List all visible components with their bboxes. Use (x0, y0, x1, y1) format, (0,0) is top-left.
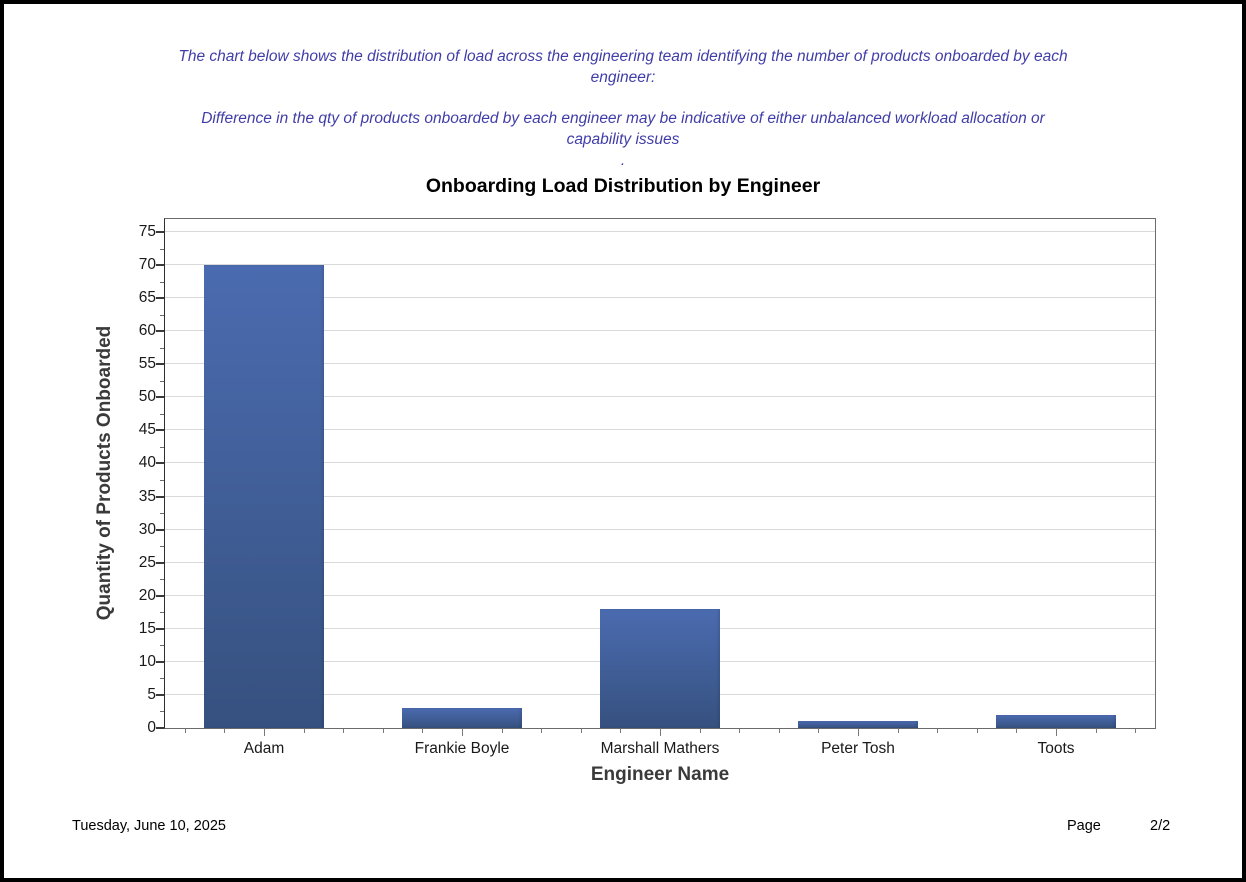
y-minor-tick-mark (160, 579, 164, 580)
x-minor-tick-mark (937, 729, 938, 733)
bar (798, 721, 918, 728)
y-tick-label: 65 (138, 289, 156, 307)
y-minor-tick-mark (160, 612, 164, 613)
x-tick-mark (1056, 729, 1057, 736)
y-minor-tick-mark (160, 381, 164, 382)
y-tick-mark (156, 330, 164, 332)
y-tick-mark (156, 462, 164, 464)
x-minor-tick-mark (185, 729, 186, 733)
bar (600, 609, 720, 728)
y-tick-mark (156, 429, 164, 431)
y-minor-tick-mark (160, 249, 164, 250)
bar (996, 715, 1116, 728)
x-tick-mark (660, 729, 661, 736)
y-tick-mark (156, 363, 164, 365)
y-tick-mark (156, 694, 164, 696)
x-minor-tick-mark (304, 729, 305, 733)
y-minor-tick-mark (160, 348, 164, 349)
y-tick-label: 70 (138, 256, 156, 274)
footer-page-value: 2/2 (1150, 818, 1171, 834)
x-minor-tick-mark (818, 729, 819, 733)
x-minor-tick-mark (1096, 729, 1097, 733)
x-minor-tick-mark (502, 729, 503, 733)
x-tick-mark (858, 729, 859, 736)
y-tick-label: 15 (138, 619, 156, 637)
y-tick-mark (156, 496, 164, 498)
x-axis-title: Engineer Name (590, 764, 730, 785)
y-tick-label: 50 (138, 388, 156, 406)
footer-date: Tuesday, June 10, 2025 (72, 818, 226, 834)
y-tick-mark (156, 661, 164, 663)
y-tick-label: 35 (138, 487, 156, 505)
intro-paragraph-2: Difference in the qty of products onboarded by each engineer may be indicative of either unbalanced workload allocation or capability issues (201, 110, 1045, 148)
intro-trailing-period: . (620, 152, 626, 169)
y-tick-mark (156, 264, 164, 266)
y-tick-mark (156, 297, 164, 299)
y-tick-mark (156, 396, 164, 398)
y-tick-label: 5 (147, 685, 156, 703)
x-minor-tick-mark (700, 729, 701, 733)
y-minor-tick-mark (160, 282, 164, 283)
y-axis-title: Quantity of Products Onboarded (94, 325, 115, 621)
chart-title: Onboarding Load Distribution by Engineer (425, 175, 821, 197)
y-minor-tick-mark (160, 447, 164, 448)
x-minor-tick-mark (977, 729, 978, 733)
y-tick-label: 0 (147, 719, 156, 736)
x-minor-tick-mark (620, 729, 621, 733)
y-tick-label: 55 (138, 355, 156, 373)
y-minor-tick-mark (160, 546, 164, 547)
x-category-label: Marshall Mathers (600, 740, 720, 757)
x-minor-tick-mark (383, 729, 384, 733)
y-tick-label: 10 (138, 652, 156, 670)
x-minor-tick-mark (1135, 729, 1136, 733)
y-minor-tick-mark (160, 678, 164, 679)
y-tick-mark (156, 727, 164, 729)
y-tick-label: 30 (138, 520, 156, 538)
y-tick-label: 40 (138, 454, 156, 472)
y-minor-tick-mark (160, 414, 164, 415)
x-minor-tick-mark (343, 729, 344, 733)
x-category-label: Adam (243, 740, 285, 757)
x-minor-tick-mark (422, 729, 423, 733)
y-minor-tick-mark (160, 480, 164, 481)
y-minor-tick-mark (160, 513, 164, 514)
x-minor-tick-mark (1016, 729, 1017, 733)
intro-text-block (173, 46, 1073, 171)
y-tick-label: 20 (138, 586, 156, 604)
x-category-label: Toots (1037, 740, 1075, 757)
intro-paragraph-1: The chart below shows the distribution of load across the engineering team identifying the number of products onboarded by each engineer: (178, 48, 1068, 86)
y-tick-mark (156, 562, 164, 564)
y-tick-label: 60 (138, 322, 156, 340)
bar (402, 708, 522, 728)
y-tick-label: 45 (138, 421, 156, 439)
x-minor-tick-mark (581, 729, 582, 733)
y-minor-tick-mark (160, 711, 164, 712)
y-minor-tick-mark (160, 645, 164, 646)
y-tick-mark (156, 595, 164, 597)
footer-page-label: Page (1067, 818, 1101, 834)
y-minor-tick-mark (160, 315, 164, 316)
bar (204, 265, 324, 728)
y-tick-mark (156, 628, 164, 630)
x-minor-tick-mark (739, 729, 740, 733)
y-tick-mark (156, 231, 164, 233)
x-tick-mark (264, 729, 265, 736)
plot-area (164, 218, 1156, 729)
y-tick-label: 75 (138, 223, 156, 240)
gridline (165, 231, 1155, 232)
y-tick-label: 25 (138, 553, 156, 571)
x-tick-mark (462, 729, 463, 736)
x-minor-tick-mark (898, 729, 899, 733)
x-minor-tick-mark (779, 729, 780, 733)
x-minor-tick-mark (541, 729, 542, 733)
x-minor-tick-mark (224, 729, 225, 733)
x-category-label: Peter Tosh (821, 740, 895, 757)
y-tick-mark (156, 529, 164, 531)
x-category-label: Frankie Boyle (414, 740, 510, 757)
